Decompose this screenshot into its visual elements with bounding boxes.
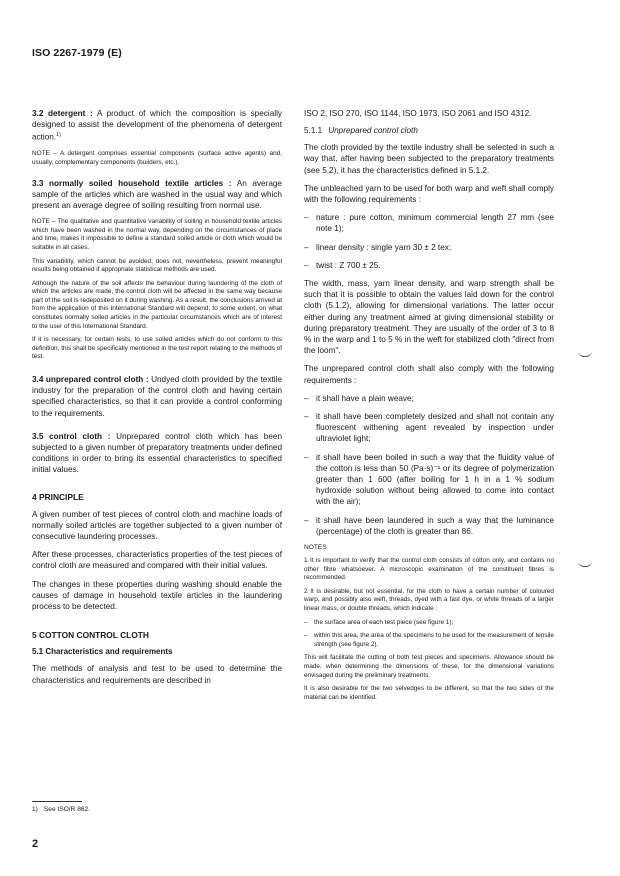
note-2-continuation: This will facilitate the cutting of both test pieces and specimens. Allowance should be made, when determining the dimensions of these, for the dimensional variations envisaged during the preliminary treatments. <box>304 654 554 679</box>
clause-3-5 <box>32 431 282 476</box>
note-3-2: NOTE – A detergent comprises essential components (surface active agents) and, usually, complementary components (builders, etc.). <box>32 150 282 166</box>
right-column <box>304 108 554 707</box>
scan-mark <box>578 350 592 357</box>
subsection-number: 5.1.1 <box>304 126 323 136</box>
clause-number: 3.4 <box>32 375 44 385</box>
definition: An average sample of the articles which are washed in the usual way and which present an average degree of soiling resulting from normal use. <box>32 178 282 210</box>
principle-para: A given number of test pieces of control cloth and machine loads of normally soiled articles are together subjected to a given number of consecutive laundering processes. <box>32 509 282 542</box>
body-para: The cloth provided by the textile industry shall be selected in such a way that, after having been subjected to the preparatory treatments (see 5.2), it has the characteristics defined in 5.1.2. <box>304 143 554 175</box>
definition: Unprepared control cloth which has been subjected to a given number of preparatory treatments under defined conditions in order to bring its essential characteristics to specified initial values. <box>32 431 283 475</box>
body-para: The unprepared control cloth shall also comply with the following requirements : <box>304 364 554 385</box>
note-2: 2 It is desirable, but not essential, for the cloth to have a certain number of coloured warp, and possibly also weft, threads, dyed with a fast dye, or white threads of a larger linear mass, or double threads, which indicate : <box>304 587 554 613</box>
note-2-continuation: It is also desirable for the two selvedges to be different, so that the two sides of the material can be identified. <box>304 685 554 701</box>
clause-number: 3.5 <box>32 431 44 441</box>
document-header: ISO 2267-1979 (E) <box>32 47 122 59</box>
definition: Undyed cloth provided by the textile industry for the preparation of the control cloth and having certain specified characteristics, so that it can provide a control conforming to the requirements. <box>32 375 283 418</box>
term: unprepared control cloth : <box>45 375 149 385</box>
footnote-rule <box>32 801 82 802</box>
notes-heading: NOTES <box>304 544 327 552</box>
note-3-3-para: NOTE – The qualitative and quantitative variability of soiling in household textile articles which have been washed in the normal way, depending on the circumstances of place and time, makes it impossible to define a standard soiled article or cloth which would be suitable in all cases. <box>32 218 282 251</box>
page-number: 2 <box>32 838 39 850</box>
clause-number: 3.3 <box>32 178 44 188</box>
term: control cloth : <box>49 431 111 441</box>
subsection-heading-5-1-1 <box>304 126 554 135</box>
clause-3-2 <box>32 108 282 143</box>
section-heading-principle: 4 PRINCIPLE <box>32 491 84 502</box>
footnote-ref: 1) <box>56 132 62 139</box>
left-column <box>32 108 282 693</box>
term: detergent : <box>48 109 93 118</box>
principle-para: The changes in these properties during washing should enable the causes of damage in household textile articles in the laundering process to be detected. <box>32 579 282 612</box>
principle-para: After these processes, characteristics properties of the test pieces of control cloth are measured and compared with their initial values. <box>32 550 282 571</box>
yarn-requirement: – twist : Z 700 ± 25. <box>304 260 381 270</box>
clause-number: 3.2 <box>32 109 44 118</box>
yarn-requirement: – nature : pure cotton, minimum commercial length 27 mm (see note 1); <box>304 213 554 234</box>
cloth-requirement: – it shall have been completely desized and shall not contain any fluorescent withening agent revealed by inspection under ultraviolet light; <box>304 412 554 444</box>
body-para: The width, mass, yarn linear density, and warp strength shall be such that it is possible to obtain the values laid down for the control cloth (5.1.2), allowing for dimensional variations. The latter occur either during any treatment aimed at giving dimensional stability or during preparatory treatment. They are usually of the order of 3 to 8 % in the warp and 1 to 5 % in the weft for stabilized cloth "direct from the loom". <box>304 279 554 356</box>
note-2-item: – within this area, the area of the specimens to be used for the measurement of tensile strength (see figure 2). <box>304 632 554 648</box>
cloth-requirement: – it shall have a plain weave; <box>304 393 414 403</box>
footnote-text: See ISO/R 862. <box>43 806 91 813</box>
body-para: The unbleached yarn to be used for both warp and weft shall comply with the following requirements : <box>304 183 554 205</box>
section-5-1-para: The methods of analysis and test to be used to determine the characteristics and requirements are described in <box>32 664 282 685</box>
subsection-title: Unprepared control cloth <box>328 126 418 136</box>
clause-3-3 <box>32 178 282 212</box>
note-1: 1 It is important to verify that the control cloth consists of cotton only, and contains no other fibre whatsoever. A microscopic examination of the constituent fibres is recommended. <box>304 557 554 582</box>
note-3-3-para: Although the nature of the soil affects the behaviour during laundering of the cloth of which the articles are made, the control cloth will be affected in the same way because part of the soil is redeposited on it during washing. As a result, the conclusions arrived at from the application of this International Standard will depend, to some extent, on what constitutes normally soiled articles in the particular circumstances which are of interest to the user of this International Standard. <box>32 279 282 330</box>
clause-3-4 <box>32 374 282 419</box>
definition: A product of which the composition is specially designed to assist the development of the phenomena of detergent action. <box>32 109 282 143</box>
continued-text: ISO 2, ISO 270, ISO 1144, ISO 1973, ISO 2061 and ISO 4312. <box>304 109 532 118</box>
note-3-3-para: This variability, which cannot be avoided, does not, nevertheless, prevent meaningful results being obtained if appropriate statistical methods are used. <box>32 257 282 274</box>
cloth-requirement: – it shall have been boiled in such a way that the fluidity value of the cotton is less than 50 (Pa·s)⁻¹ or its degree of polymerization greater than 1 600 (after boiling for 1 h in a 1 % sodium hydroxide solution without being allowed to come into contact with the air); <box>304 452 554 507</box>
scan-mark <box>578 560 592 567</box>
cloth-requirement: – it shall have been laundered in such a way that the luminance (percentage) of the cloth is greater than 86. <box>304 515 554 536</box>
section-heading-cotton-control-cloth: 5 COTTON CONTROL CLOTH <box>32 630 149 641</box>
footnote-mark: 1) <box>32 806 38 813</box>
subsection-heading-5-1: 5.1 Characteristics and requirements <box>32 647 173 657</box>
note-3-3-para: If it is necessary, for certain tests, to use soiled articles which do not conform to this definition, this shall be specifically mentioned in the test report relating to the methods of test. <box>32 336 282 361</box>
note-2-item: – the surface area of each test piece (see figure 1); <box>304 618 454 626</box>
yarn-requirement: – linear density : single yarn 30 ± 2 tex; <box>304 242 452 252</box>
term: normally soiled household textile articles : <box>49 178 232 188</box>
footnote <box>32 806 90 813</box>
